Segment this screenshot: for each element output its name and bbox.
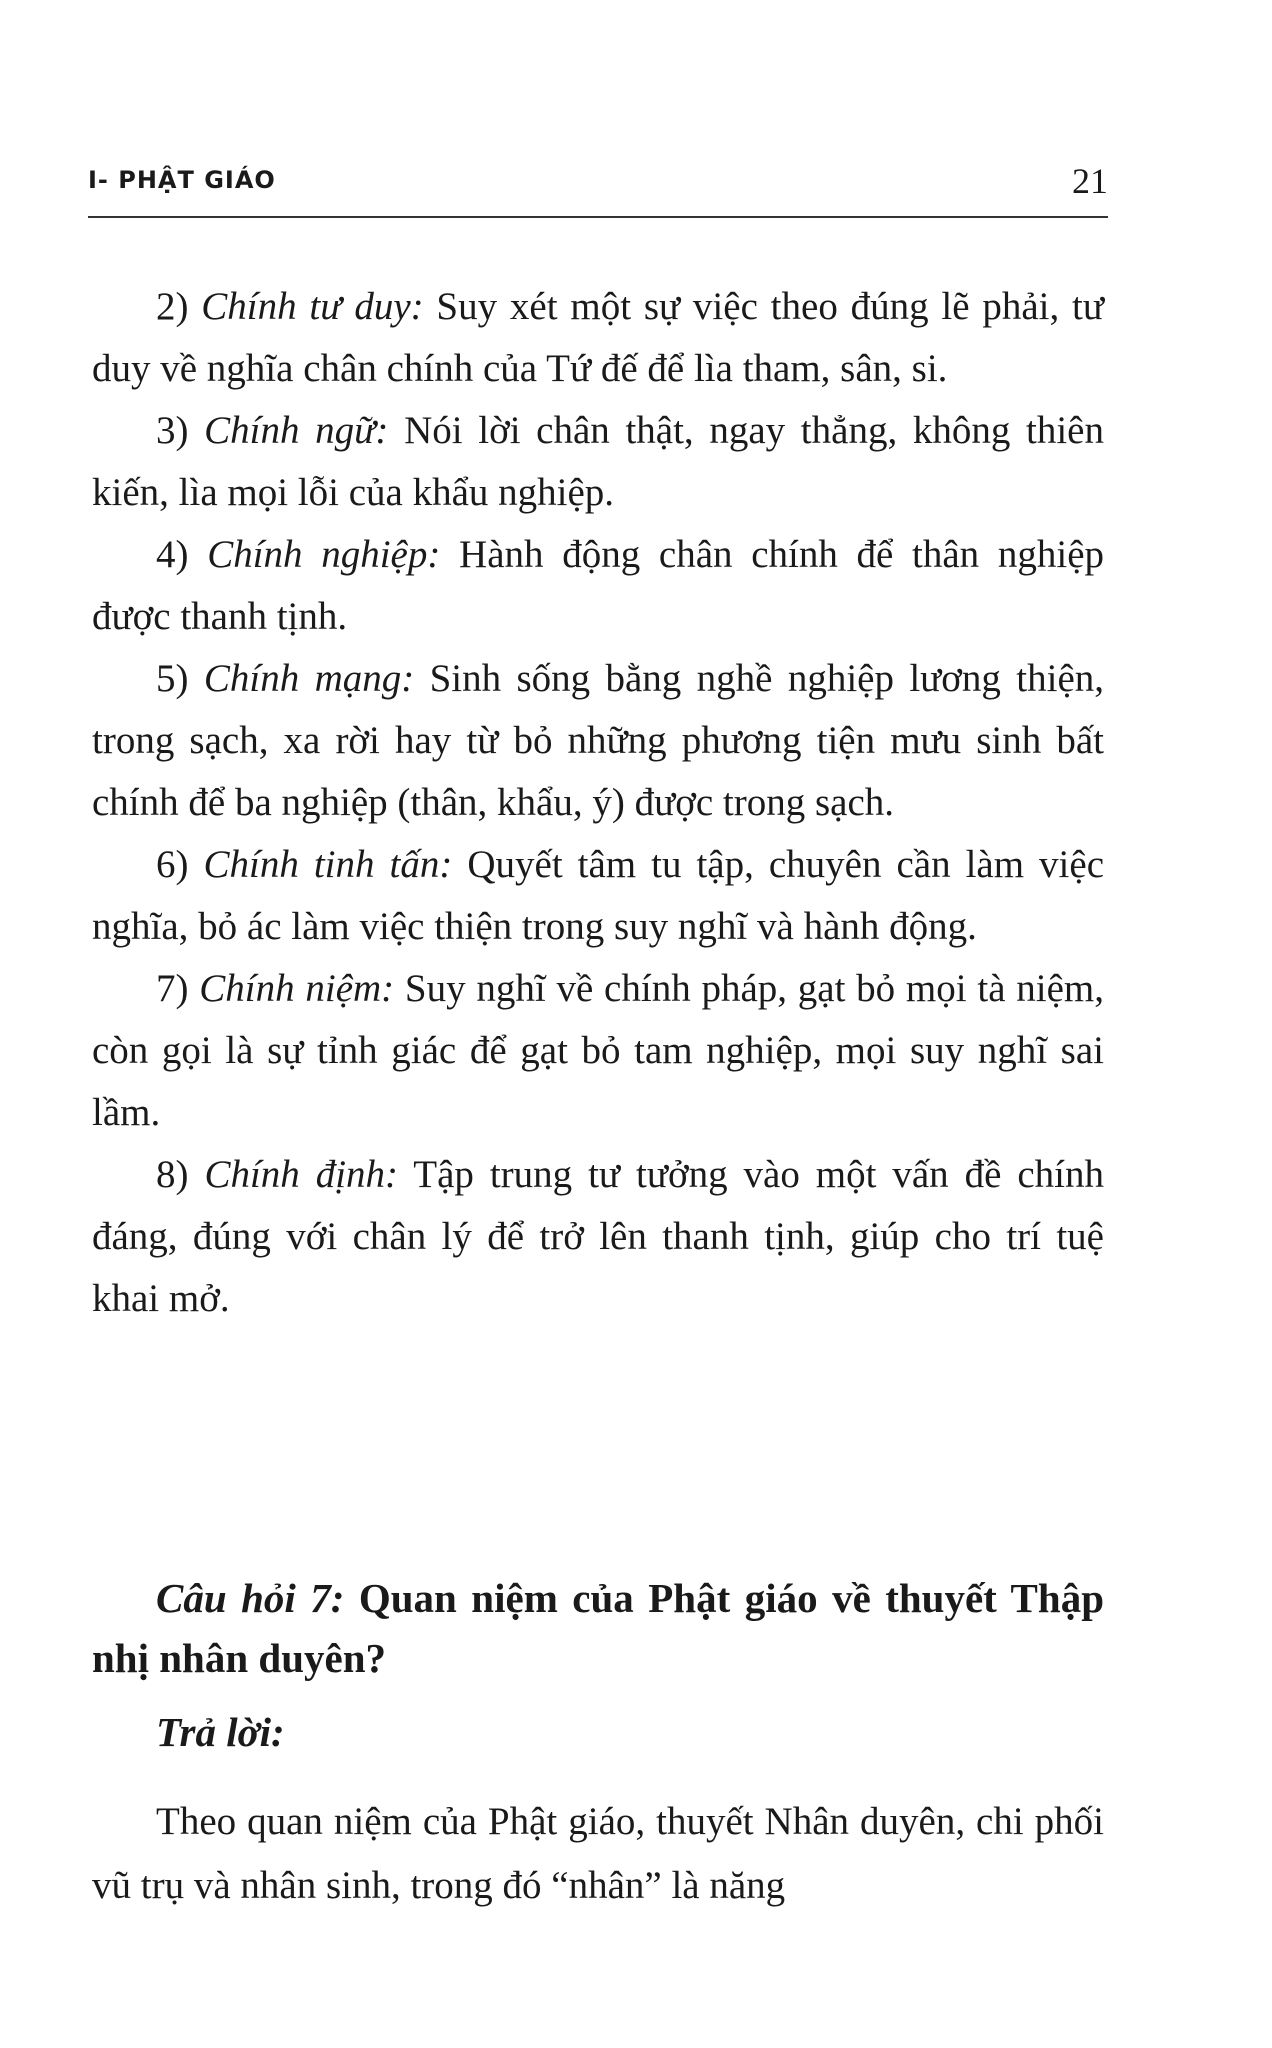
list-item <box>92 648 1104 834</box>
answer-label: Trả lời: <box>156 1709 285 1755</box>
list-item <box>92 276 1104 400</box>
item-number: 8) <box>156 1153 189 1196</box>
item-number: 7) <box>156 967 189 1010</box>
item-term: Chính nghiệp: <box>207 533 441 576</box>
item-number: 5) <box>156 657 189 700</box>
item-text: Suy xét một sự việc theo đúng lẽ phải, tư duy về nghĩa chân chính của Tứ đế để lìa tham, sân, si. <box>92 285 1104 390</box>
item-number: 6) <box>156 843 189 886</box>
item-term: Chính định: <box>204 1153 399 1196</box>
answer-paragraph: Theo quan niệm của Phật giáo, thuyết Nhân duyên, chi phối vũ trụ và nhân sinh, trong đó “nhân” là năng <box>92 1800 1104 1907</box>
item-text: Sinh sống bằng nghề nghiệp lương thiện, trong sạch, xa rời hay từ bỏ những phương tiện mưu sinh bất chính để ba nghiệp (thân, khẩu, ý) được trong sạch. <box>92 657 1105 824</box>
item-text: Quyết tâm tu tập, chuyên cần làm việc nghĩa, bỏ ác làm việc thiện trong suy nghĩ và hành động. <box>92 843 1105 948</box>
item-term: Chính mạng: <box>203 657 415 700</box>
item-term: Chính tinh tấn: <box>203 843 453 886</box>
page-header <box>88 160 1108 218</box>
item-text: Suy nghĩ về chính pháp, gạt bỏ mọi tà niệm, còn gọi là sự tỉnh giác để gạt bỏ tam nghiệp, mọi suy nghĩ sai lầm. <box>92 967 1104 1134</box>
item-number: 2) <box>156 285 189 328</box>
item-text: Tập trung tư tưởng vào một vấn đề chính đáng, đúng với chân lý để trở lên thanh tịnh, giúp cho trí tuệ khai mở. <box>92 1153 1105 1320</box>
item-term: Chính niệm: <box>199 967 395 1010</box>
item-number: 4) <box>156 533 189 576</box>
question-label: Câu hỏi 7: <box>156 1575 345 1621</box>
question-heading <box>92 1568 1104 1688</box>
page-number: 21 <box>1072 161 1108 201</box>
item-list <box>92 276 1104 1330</box>
item-term: Chính tư duy: <box>201 285 424 328</box>
list-item <box>92 834 1104 958</box>
list-item <box>92 524 1104 648</box>
question-text: Quan niệm của Phật giáo về thuyết Thập nhị nhân duyên? <box>92 1575 1104 1681</box>
item-term: Chính ngữ: <box>204 409 389 452</box>
list-item <box>92 1144 1104 1330</box>
item-text: Hành động chân chính để thân nghiệp được thanh tịnh. <box>92 533 1105 638</box>
list-item <box>92 958 1104 1144</box>
item-text: Nói lời chân thật, ngay thẳng, không thiên kiến, lìa mọi lỗi của khẩu nghiệp. <box>92 409 1104 514</box>
item-number: 3) <box>156 409 189 452</box>
chapter-title: I- PHẬT GIÁO <box>88 166 276 194</box>
list-item <box>92 400 1104 524</box>
